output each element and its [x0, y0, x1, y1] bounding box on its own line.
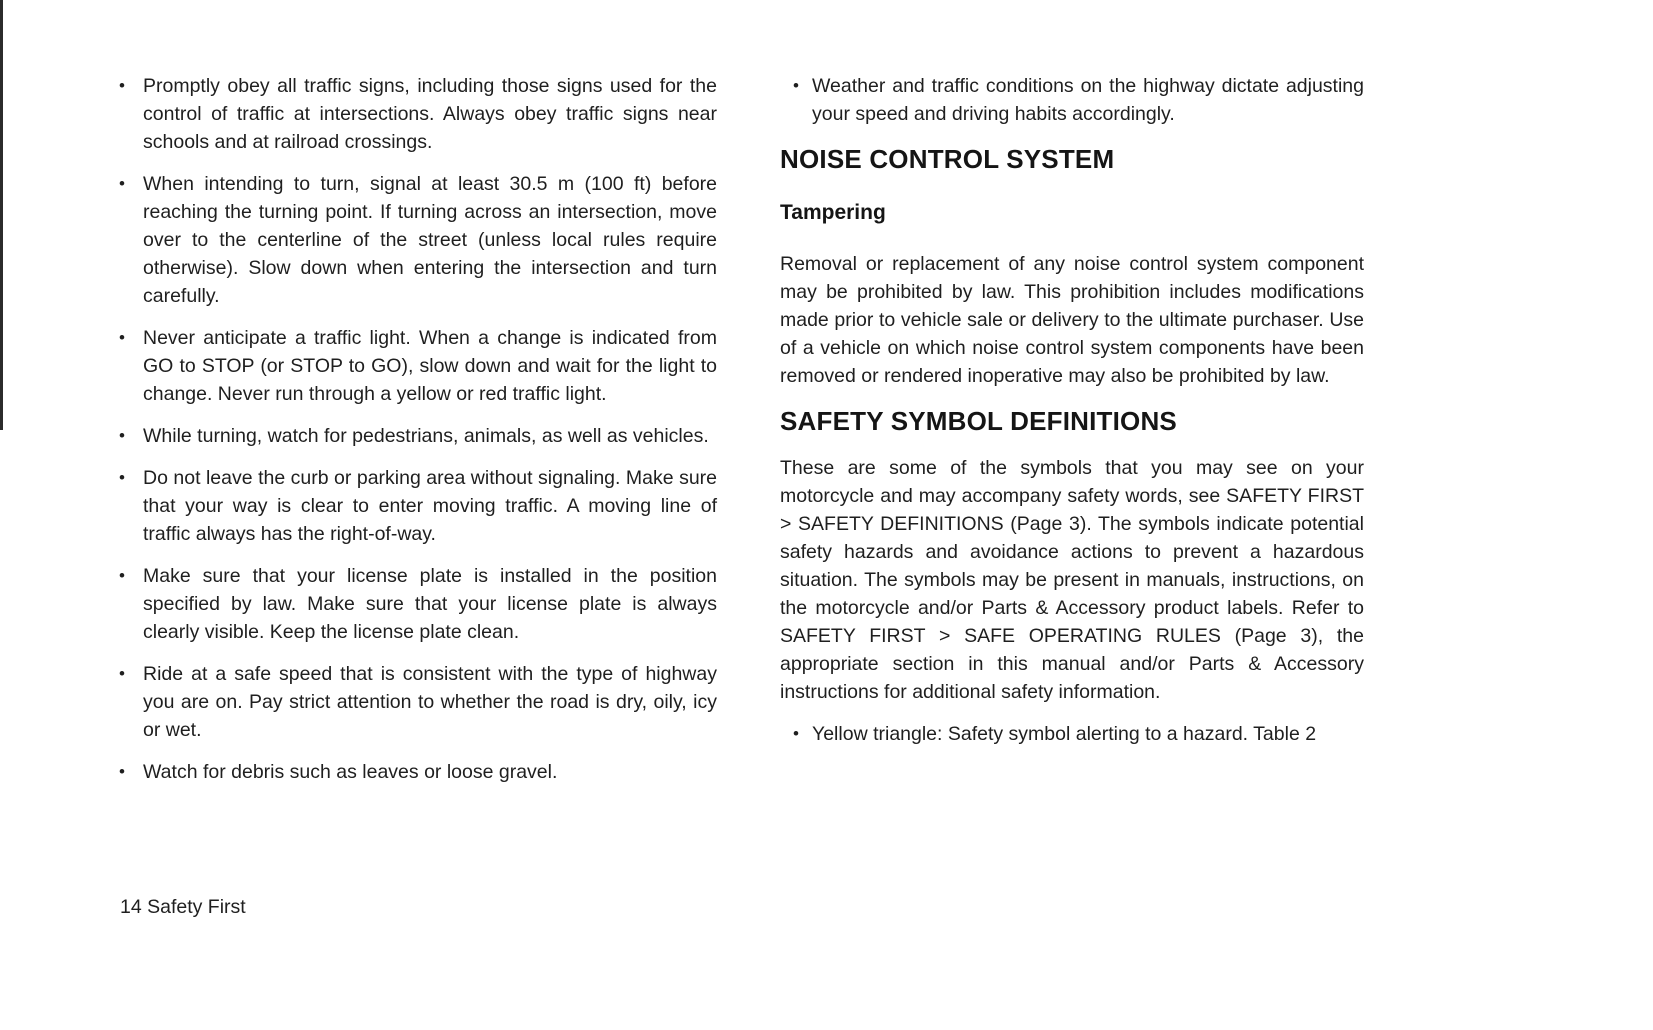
bullet-icon: •	[793, 724, 799, 743]
list-item	[119, 324, 717, 408]
section-title-safety-symbol-definitions: SAFETY SYMBOL DEFINITIONS	[780, 406, 1177, 436]
list-item	[119, 562, 717, 646]
scan-edge-artifact	[0, 0, 3, 430]
bullet-text: Make sure that your license plate is installed in the position specified by law. Make sure that your license plate is always clearly visible. Keep the license plate clean.	[143, 565, 717, 643]
right-column	[780, 72, 1364, 762]
bullet-icon: •	[119, 762, 125, 781]
list-item	[119, 660, 717, 744]
bullet-text: While turning, watch for pedestrians, animals, as well as vehicles.	[143, 425, 709, 447]
bullet-icon: •	[119, 76, 125, 95]
list-item	[780, 720, 1364, 748]
list-item	[119, 758, 717, 786]
list-item	[119, 170, 717, 310]
bullet-text: Never anticipate a traffic light. When a change is indicated from GO to STOP (or STOP to GO), slow down and wait for the light to change. Never run through a yellow or red traffic light.	[143, 327, 717, 405]
paragraph-safety-symbols: These are some of the symbols that you may see on your motorcycle and may accompany safety words, see SAFETY FIRST > SAFETY DEFINITIONS (Page 3). The symbols indicate potential safety hazards and avoidance actions to prevent a hazardous situation. The symbols may be present in manuals, instructions, on the motorcycle and/or Parts & Accessory product labels. Refer to SAFETY FIRST > SAFE OPERATING RULES (Page 3), the appropriate section in this manual and/or Parts & Accessory instructions for additional safety information.	[780, 457, 1364, 703]
list-item	[119, 72, 717, 156]
bullet-text: Yellow triangle: Safety symbol alerting to a hazard. Table 2	[812, 723, 1317, 745]
bullet-text: Watch for debris such as leaves or loose gravel.	[143, 761, 558, 783]
bullet-icon: •	[793, 76, 799, 95]
section-title-noise-control-system: NOISE CONTROL SYSTEM	[780, 144, 1115, 174]
bullet-icon: •	[119, 426, 125, 445]
bullet-icon: •	[119, 468, 125, 487]
bullet-icon: •	[119, 328, 125, 347]
list-item	[119, 422, 717, 450]
bullet-icon: •	[119, 664, 125, 683]
subsection-title-tampering: Tampering	[780, 201, 886, 224]
bullet-text: Promptly obey all traffic signs, including those signs used for the control of traffic at intersections. Always obey traffic signs near schools and at railroad crossings.	[143, 75, 717, 153]
list-item	[119, 464, 717, 548]
bullet-icon: •	[119, 566, 125, 585]
bullet-text: Do not leave the curb or parking area without signaling. Make sure that your way is clear to enter moving traffic. A moving line of traffic always has the right-of-way.	[143, 467, 717, 545]
left-column	[119, 72, 717, 800]
paragraph-tampering: Removal or replacement of any noise control system component may be prohibited by law. This prohibition includes modifications made prior to vehicle sale or delivery to the ultimate purchaser. Use of a vehicle on which noise control system components have been removed or rendered inoperative may also be prohibited by law.	[780, 253, 1364, 387]
bullet-text: Ride at a safe speed that is consistent with the type of highway you are on. Pay strict attention to whether the road is dry, oily, icy or wet.	[143, 663, 717, 741]
bullet-text: When intending to turn, signal at least 30.5 m (100 ft) before reaching the turning point. If turning across an intersection, move over to the centerline of the street (unless local rules require otherwise). Slow down when entering the intersection and turn carefully.	[143, 173, 717, 307]
page-footer: 14 Safety First	[120, 896, 246, 918]
bullet-text: Weather and traffic conditions on the highway dictate adjusting your speed and driving habits accordingly.	[812, 75, 1364, 125]
bullet-icon: •	[119, 174, 125, 193]
list-item	[780, 72, 1364, 128]
